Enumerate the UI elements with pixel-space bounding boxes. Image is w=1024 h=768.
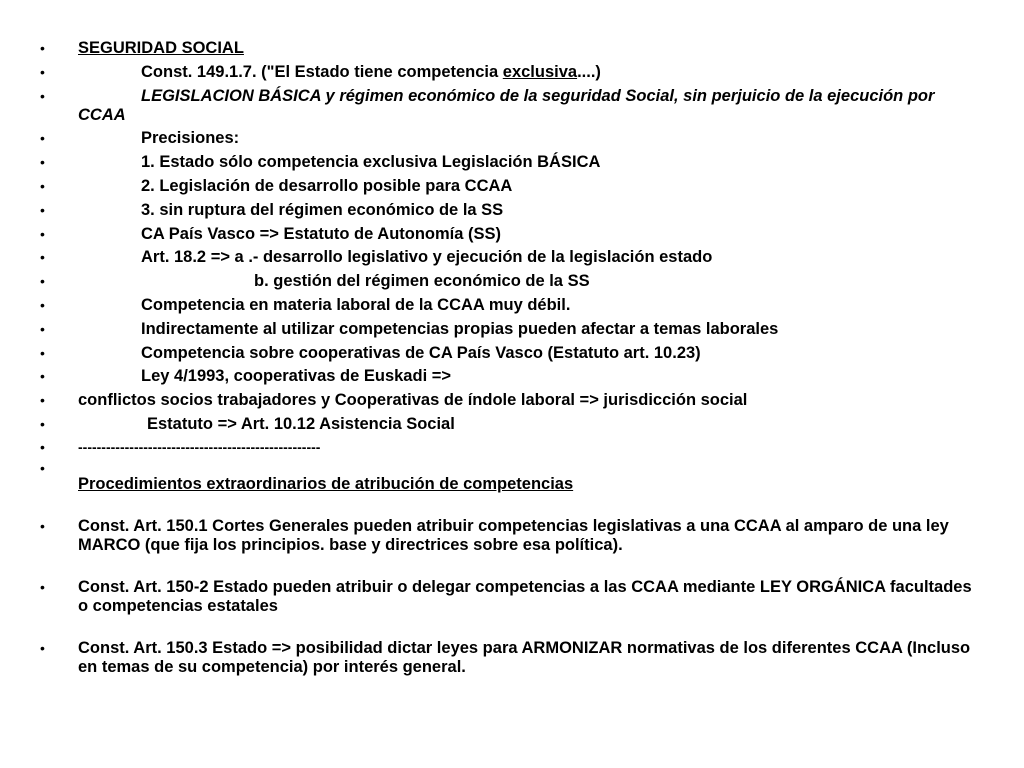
- bullet-dot: •: [40, 459, 45, 476]
- list-item: [40, 415, 980, 434]
- list-item: [40, 177, 980, 196]
- bullet-dot: •: [40, 392, 45, 409]
- item-text: Estatuto => Art. 10.12 Asistencia Social: [147, 414, 455, 433]
- bullet-dot: •: [40, 201, 45, 218]
- bullet-dot: •: [40, 177, 45, 194]
- bullet-dot: •: [40, 368, 45, 385]
- list-item-subheading: [40, 475, 980, 494]
- list-item: [40, 201, 980, 220]
- list-item-empty: [40, 459, 980, 474]
- bullet-dot: •: [40, 225, 45, 242]
- bullet-list: [40, 39, 980, 682]
- bullet-dot: •: [40, 296, 45, 313]
- bullet-dot: •: [40, 320, 45, 337]
- bullet-dot: •: [40, 63, 45, 80]
- bullet-dot: •: [40, 130, 45, 147]
- list-item: [40, 391, 980, 410]
- list-item: [40, 320, 980, 339]
- list-item: [40, 225, 980, 244]
- item-text: 3. sin ruptura del régimen económico de la SS: [141, 200, 504, 219]
- item-text-underlined: exclusiva: [502, 62, 578, 81]
- list-item: [40, 129, 980, 148]
- bullet-dot: •: [40, 40, 45, 56]
- bullet-dot: •: [40, 415, 45, 432]
- list-item: [40, 639, 980, 677]
- bullet-dot: •: [40, 344, 45, 361]
- item-text: conflictos socios trabajadores y Cooperativas de índole laboral => jurisdicción social: [78, 391, 748, 410]
- bullet-dot: •: [40, 639, 45, 656]
- list-item: [40, 578, 980, 616]
- list-item: [40, 87, 980, 125]
- item-text: Precisiones:: [141, 129, 240, 148]
- bullet-dot: •: [40, 517, 45, 534]
- list-item-heading: [40, 39, 980, 58]
- item-text: Indirectamente al utilizar competencias propias pueden afectar a temas laborales: [141, 319, 779, 338]
- bullet-dot: •: [40, 273, 45, 290]
- item-text-italic: LEGISLACION BÁSICA y régimen económico de la seguridad Social, sin perjuicio de la ejecución por CCAA: [78, 86, 935, 124]
- item-text: 2. Legislación de desarrollo posible para CCAA: [141, 176, 513, 195]
- item-text: ....): [577, 62, 601, 81]
- list-item: [40, 272, 980, 291]
- list-item: [40, 344, 980, 363]
- item-text: Const. Art. 150.3 Estado => posibilidad dictar leyes para ARMONIZAR normativas de los diferentes CCAA (Incluso en temas de su competencia) por interés general.: [78, 638, 971, 676]
- bullet-dot: •: [40, 578, 45, 595]
- item-text: 1. Estado sólo competencia exclusiva Legislación BÁSICA: [141, 153, 601, 172]
- item-text: Competencia sobre cooperativas de CA País Vasco (Estatuto art. 10.23): [141, 343, 701, 362]
- list-item-divider: [40, 439, 980, 456]
- item-text: Const. Art. 150.1 Cortes Generales pueden atribuir competencias legislativas a una CCAA al amparo de una ley MARCO (que fija los principios. base y directrices sobre esa política).: [78, 516, 949, 554]
- dashed-divider: ----------------------------------------------------: [78, 438, 321, 455]
- item-text: Const. 149.1.7. ("El Estado tiene competencia: [141, 62, 503, 81]
- list-item: [40, 367, 980, 386]
- bullet-dot: •: [40, 154, 45, 171]
- bullet-dot: •: [40, 249, 45, 266]
- list-item: [40, 248, 980, 267]
- item-text: CA País Vasco => Estatuto de Autonomía (SS): [141, 224, 502, 243]
- list-item: [40, 296, 980, 315]
- bullet-dot: •: [40, 87, 45, 104]
- item-text: b. gestión del régimen económico de la SS: [254, 272, 590, 291]
- item-text: Art. 18.2 => a .- desarrollo legislativo y ejecución de la legislación estado: [141, 248, 713, 267]
- list-item: [40, 153, 980, 172]
- item-text: Competencia en materia laboral de la CCAA muy débil.: [141, 295, 571, 314]
- bullet-dot: •: [40, 438, 45, 455]
- subheading-procedimientos: Procedimientos extraordinarios de atribución de competencias: [78, 474, 574, 493]
- item-text: Ley 4/1993, cooperativas de Euskadi =>: [141, 367, 452, 386]
- heading-seguridad-social: SEGURIDAD SOCIAL: [78, 39, 244, 57]
- list-item: [40, 63, 980, 82]
- item-text: Const. Art. 150-2 Estado pueden atribuir o delegar competencias a las CCAA mediante LEY ORGÁNICA facultades o competencias estatales: [78, 577, 972, 615]
- list-item: [40, 517, 980, 555]
